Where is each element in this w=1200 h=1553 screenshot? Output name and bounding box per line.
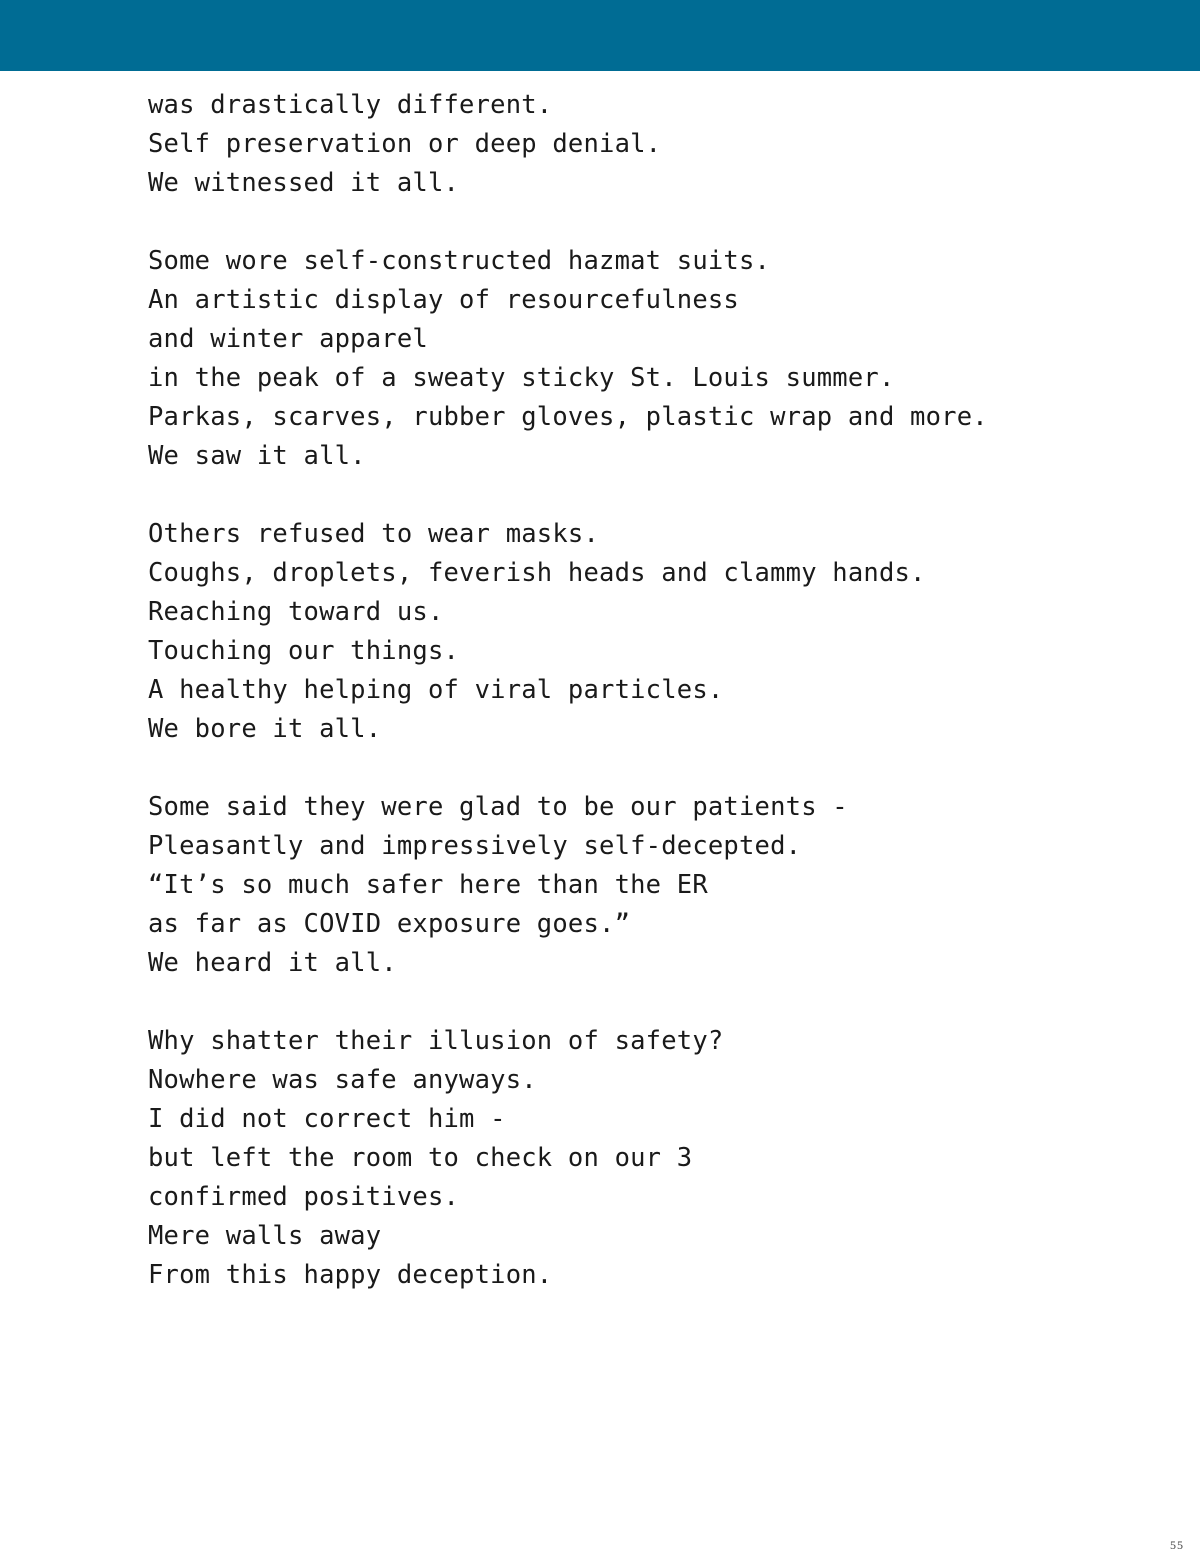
stanza [148,1022,1148,1295]
stanza [148,86,1148,203]
poem-line: Mere walls away [148,1221,382,1251]
poem-body [148,86,1148,1334]
poem-line: From this happy deception. [148,1260,553,1290]
poem-line: Pleasantly and impressively self-decepted. [148,831,802,861]
poem-line: Touching our things. [148,636,460,666]
poem-line: We heard it all. [148,948,397,978]
stanza [148,788,1148,983]
poem-line: A healthy helping of viral particles. [148,675,724,705]
poem-line: Others refused to wear masks. [148,519,600,549]
stanza [148,242,1148,476]
poem-line: Why shatter their illusion of safety? [148,1026,724,1056]
poem-line: Some wore self-constructed hazmat suits. [148,246,771,276]
poem-line: as far as COVID exposure goes.” [148,909,631,939]
poem-line: but left the room to check on our 3 [148,1143,693,1173]
poem-line: We saw it all. [148,441,366,471]
poem-line: confirmed positives. [148,1182,460,1212]
poem-line: in the peak of a sweaty sticky St. Louis summer. [148,363,895,393]
stanza [148,515,1148,749]
header-bar [0,0,1200,71]
poem-line: Some said they were glad to be our patients - [148,792,848,822]
poem-line: “It’s so much safer here than the ER [148,870,708,900]
poem-line: Parkas, scarves, rubber gloves, plastic wrap and more. [148,402,988,432]
poem-line: Self preservation or deep denial. [148,129,662,159]
poem-line: We witnessed it all. [148,168,460,198]
poem-line: An artistic display of resourcefulness [148,285,739,315]
poem-line: We bore it all. [148,714,382,744]
poem-line: Reaching toward us. [148,597,444,627]
poem-line: and winter apparel [148,324,428,354]
poem-line: Nowhere was safe anyways. [148,1065,537,1095]
poem-line: was drastically different. [148,90,553,120]
page-number: 55 [1170,1538,1184,1552]
poem-line: Coughs, droplets, feverish heads and clammy hands. [148,558,926,588]
poem-line: I did not correct him - [148,1104,506,1134]
